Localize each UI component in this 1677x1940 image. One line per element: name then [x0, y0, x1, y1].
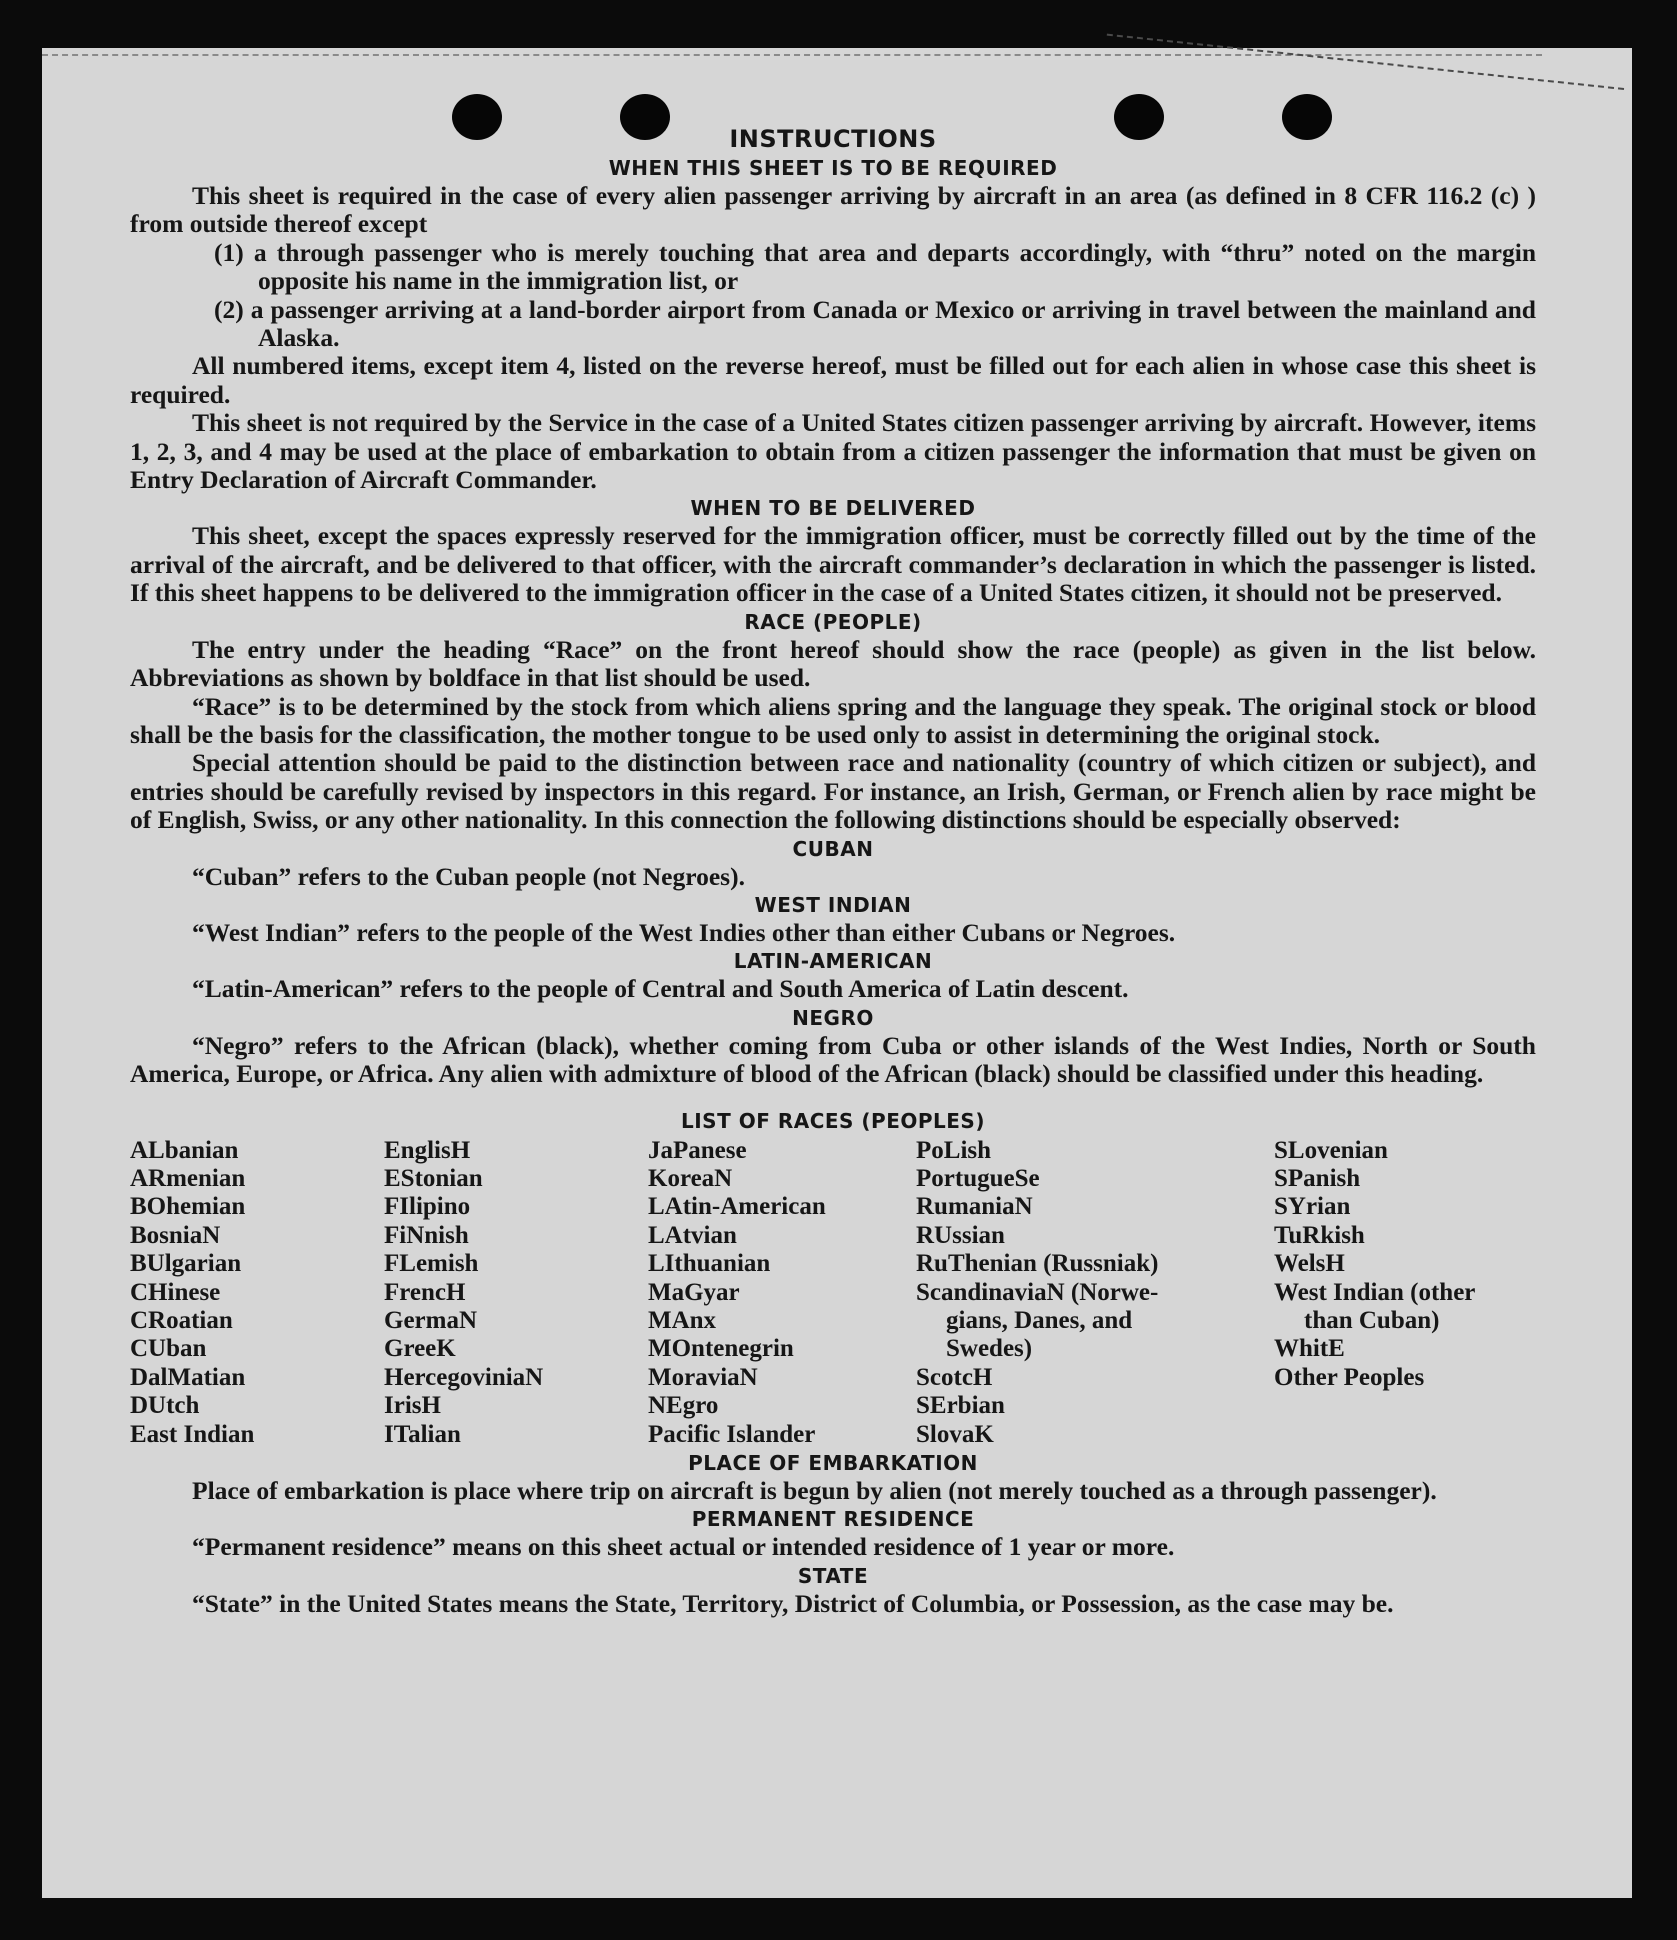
race-item: EStonian	[384, 1164, 483, 1192]
races-column	[916, 1137, 1274, 1449]
race-item: ARmenian	[130, 1164, 246, 1192]
race-item: WelsH	[1274, 1250, 1345, 1278]
punch-hole	[620, 94, 670, 140]
punch-hole	[1282, 94, 1332, 140]
races-column	[1274, 1137, 1475, 1449]
section-heading: CUBAN	[792, 836, 874, 861]
races-column	[648, 1137, 916, 1449]
paragraph: “Permanent residence” means on this sheet actual or intended residence of 1 year or more.	[192, 1532, 1175, 1562]
race-item: RuThenian (Russniak)	[916, 1250, 1159, 1278]
exception-item: (2) a passenger arriving at a land-border airport from Canada or Mexico or arriving in travel between the mainland and Alaska.	[214, 294, 1536, 353]
race-item: TuRkish	[1274, 1221, 1365, 1249]
race-item: KoreaN	[648, 1164, 733, 1192]
race-item: WhitE	[1274, 1335, 1345, 1363]
race-item: ALbanian	[130, 1136, 239, 1164]
race-item: CUban	[130, 1335, 207, 1363]
paragraph: This sheet is required in the case of every alien passenger arriving by aircraft in an area (as defined in 8 CFR 116.2 (c) ) from outside thereof except	[130, 181, 1536, 239]
paragraph: This sheet is not required by the Service in the case of a United States citizen passenger arriving by aircraft. However, items 1, 2, 3, and 4 may be used at the place of embarkation to obtain from a citizen passenger the information that must be given on Entry Declaration of Aircraft Commander.	[130, 408, 1536, 495]
races-column	[130, 1137, 384, 1449]
race-item: NEgro	[648, 1392, 719, 1420]
section-heading: LATIN-AMERICAN	[733, 949, 933, 974]
section-heading: WHEN THIS SHEET IS TO BE REQUIRED	[608, 156, 1058, 180]
section-heading: RACE (PEOPLE)	[744, 609, 922, 634]
race-item: BOhemian	[130, 1193, 246, 1221]
race-item: BUlgarian	[130, 1250, 242, 1278]
definition-text: “Cuban” refers to the Cuban people (not Negroes).	[192, 861, 745, 891]
race-item: SPanish	[1274, 1164, 1361, 1192]
race-item: MOntenegrin	[648, 1335, 794, 1363]
paragraph: “Negro” refers to the African (black), whether coming from Cuba or other islands of the West Indies, North or South America, Europe, or Africa. Any alien with admixture of blood of the African (black) should be classified under this heading.	[130, 1030, 1536, 1089]
race-item: FiNnish	[384, 1221, 469, 1249]
race-item-continued: Swedes)	[946, 1335, 1033, 1363]
definition-text: “West Indian” refers to the people of the West Indies other than either Cubans or Negroes.	[192, 917, 1176, 947]
races-list	[130, 1137, 1536, 1449]
race-item: JaPanese	[648, 1136, 747, 1164]
race-item: DalMatian	[130, 1363, 246, 1391]
race-item: West Indian (other	[1274, 1278, 1476, 1306]
race-item-continued: than Cuban)	[1304, 1307, 1440, 1334]
race-item: LAtvian	[648, 1221, 737, 1249]
race-item: SlovaK	[916, 1420, 994, 1448]
race-item: MAnx	[648, 1307, 717, 1334]
race-item: Pacific Islander	[648, 1420, 816, 1448]
races-column	[384, 1137, 648, 1449]
race-item: MoraviaN	[648, 1363, 758, 1391]
race-item: ScotcH	[916, 1363, 993, 1391]
race-item: ITalian	[384, 1420, 461, 1448]
section-heading: PLACE OF EMBARKATION	[688, 1451, 978, 1476]
race-item: PortugueSe	[916, 1164, 1040, 1192]
races-list-heading: LIST OF RACES (PEOPLES)	[681, 1108, 985, 1133]
exception-item: (1) a through passenger who is merely touching that area and departs accordingly, with “thru” noted on the margin opposite his name in the immigration list, or	[214, 237, 1536, 296]
section-heading: STATE	[797, 1563, 869, 1588]
race-item: EnglisH	[384, 1136, 471, 1164]
race-item: CHinese	[130, 1278, 221, 1306]
race-item: HercegoviniaN	[384, 1363, 544, 1391]
paragraph: This sheet, except the spaces expressly reserved for the immigration officer, must be correctly filled out by the time of the arrival of the aircraft, and be delivered to that officer, with the aircraft commander’s declaration in which the passenger is listed. If this sheet happens to be delivered to the immigration officer in the case of a United States citizen, it should not be preserved.	[130, 521, 1536, 608]
race-item: IrisH	[384, 1392, 441, 1420]
race-item: LAtin-American	[648, 1193, 826, 1221]
race-item: ScandinaviaN (Norwe-	[916, 1278, 1159, 1306]
race-item: SYrian	[1274, 1193, 1351, 1221]
race-item-continued: gians, Danes, and	[946, 1307, 1133, 1334]
race-item: East Indian	[130, 1420, 255, 1448]
race-item: SErbian	[916, 1392, 1005, 1420]
page-title: INSTRUCTIONS	[729, 125, 937, 153]
race-item: DUtch	[130, 1392, 200, 1420]
race-item: LIthuanian	[648, 1250, 771, 1278]
paragraph: Place of embarkation is place where trip on aircraft is begun by alien (not merely touched as a through passenger).	[192, 1476, 1437, 1506]
race-item: RumaniaN	[916, 1193, 1033, 1221]
race-item: GermaN	[384, 1307, 478, 1334]
race-item: FrencH	[384, 1278, 466, 1306]
paragraph: The entry under the heading “Race” on the front hereof should show the race (people) as given in the list below. Abbreviations as shown by boldface in that list should be used.	[130, 634, 1536, 693]
section-heading: NEGRO	[792, 1005, 874, 1030]
race-item: SLovenian	[1274, 1136, 1388, 1164]
paragraph: “State” in the United States means the State, Territory, District of Columbia, or Possession, as the case may be.	[192, 1588, 1394, 1618]
race-item: FLemish	[384, 1250, 479, 1278]
race-item: Other Peoples	[1274, 1363, 1425, 1391]
punch-hole	[452, 94, 502, 140]
paragraph: Special attention should be paid to the distinction between race and nationality (country of which citizen or subject), and entries should be carefully revised by inspectors in this regard. For instance, an Irish, German, or French alien by race might be of English, Swiss, or any other nationality. In this connection the following distinctions should be especially observed:	[130, 748, 1536, 835]
race-item: MaGyar	[648, 1278, 740, 1306]
instruction-sheet	[42, 48, 1632, 1898]
race-item: RUssian	[916, 1221, 1005, 1249]
punch-hole	[1114, 94, 1164, 140]
section-heading: PERMANENT RESIDENCE	[691, 1507, 975, 1532]
definition-text: “Latin-American” refers to the people of Central and South America of Latin descent.	[192, 974, 1129, 1004]
race-item: BosniaN	[130, 1221, 221, 1249]
paragraph: “Race” is to be determined by the stock from which aliens spring and the language they speak. The original stock or blood shall be the basis for the classification, the mother tongue to be used only to assist in determining the original stock.	[130, 691, 1536, 749]
race-item: GreeK	[384, 1335, 456, 1363]
section-heading: WHEN TO BE DELIVERED	[690, 496, 976, 521]
section-heading: WEST INDIAN	[754, 892, 912, 917]
race-item: FIlipino	[384, 1193, 471, 1221]
race-item: CRoatian	[130, 1307, 233, 1334]
paragraph: All numbered items, except item 4, listed on the reverse hereof, must be filled out for each alien in whose case this sheet is required.	[130, 351, 1536, 409]
perforation-line-corner	[1107, 34, 1624, 90]
race-item: PoLish	[916, 1136, 992, 1164]
